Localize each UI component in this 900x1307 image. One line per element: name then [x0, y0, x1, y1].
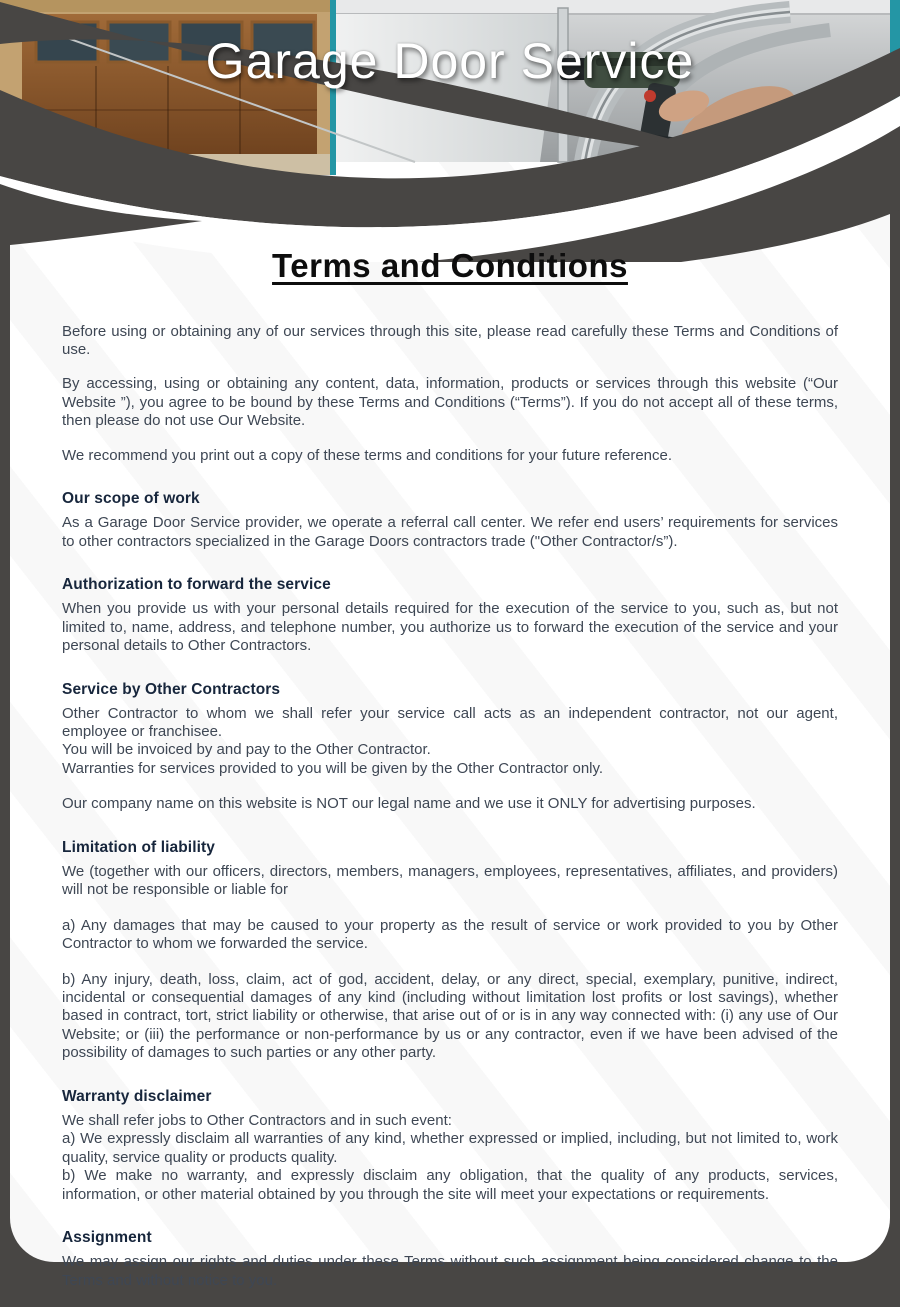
section-heading-liability: Limitation of liability	[62, 838, 215, 856]
section-paragraph: Other Contractor to whom we shall refer your service call acts as an independent contractor, not our agent, employee or franchisee.	[62, 704, 838, 741]
section-paragraph: When you provide us with your personal details required for the execution of the service to you, such as, but not limited to, name, address, and telephone number, you authorize us to forward the execution of the service and your personal details to Other Contractors.	[62, 600, 838, 655]
intro-paragraph: By accessing, using or obtaining any content, data, information, products or services through this website (“Our Website ”), you agree to be bound by these Terms and Conditions (“Terms”). If you do not accept all of these terms, then please do not use Our Website.	[62, 375, 838, 430]
section-paragraph: b) We make no warranty, and expressly disclaim any obligation, that the quality of any products, services, information, or other material obtained by you through the site will meet your expectations or requirements.	[62, 1167, 838, 1203]
terms-content	[10, 0, 890, 1290]
intro-paragraph: Before using or obtaining any of our services through this site, please read carefully these Terms and Conditions of use.	[62, 322, 838, 359]
page-title: Terms and Conditions	[272, 247, 628, 284]
section-paragraph: As a Garage Door Service provider, we operate a referral call center. We refer end users’ requirements for services to other contractors specialized in the Garage Doors contractors trade ("Other Contractor/s”).	[62, 514, 838, 550]
section-paragraph: You will be invoiced by and pay to the Other Contractor.	[62, 741, 431, 759]
section-paragraph: We may assign our rights and duties under these Terms without such assignment being considered change to the Terms and without notice to you.	[62, 1253, 838, 1289]
site-title: Garage Door Service	[205, 33, 695, 89]
section-paragraph: b) Any injury, death, loss, claim, act of god, accident, delay, or any direct, special, exemplary, punitive, indirect, incidental or consequential damages of any kind (including without limitation lost profits or lost savings), whether based in contract, tort, strict liability or otherwise, that arise out of or is in any way connected with: (i) any use of Our Website; or (iii) the performance or non-performance by us or any contractor, even if we have been advised of the possibility of damages to such parties or any other party.	[62, 970, 838, 1062]
section-heading-service: Service by Other Contractors	[62, 680, 281, 698]
section-paragraph: We shall refer jobs to Other Contractors and in such event:	[62, 1111, 452, 1129]
section-heading-warranty: Warranty disclaimer	[62, 1087, 212, 1105]
section-heading-assignment: Assignment	[62, 1229, 152, 1247]
section-paragraph: Our company name on this website is NOT our legal name and we use it ONLY for advertising purposes.	[62, 795, 756, 813]
section-heading-authorization: Authorization to forward the service	[62, 576, 331, 594]
section-paragraph: Warranties for services provided to you will be given by the Other Contractor only.	[62, 759, 604, 777]
section-paragraph: a) We expressly disclaim all warranties of any kind, whether expressed or implied, including, but not limited to, work quality, service quality or products quality.	[62, 1130, 838, 1166]
intro-paragraph: We recommend you print out a copy of these terms and conditions for your future reference.	[62, 446, 673, 464]
section-paragraph: We (together with our officers, directors, members, managers, employees, representatives, affiliates, and providers) will not be responsible or liable for	[62, 862, 838, 899]
section-heading-scope: Our scope of work	[62, 490, 200, 508]
section-paragraph: a) Any damages that may be caused to your property as the result of service or work provided to you by Other Contractor to whom we forwarded the service.	[62, 916, 838, 953]
